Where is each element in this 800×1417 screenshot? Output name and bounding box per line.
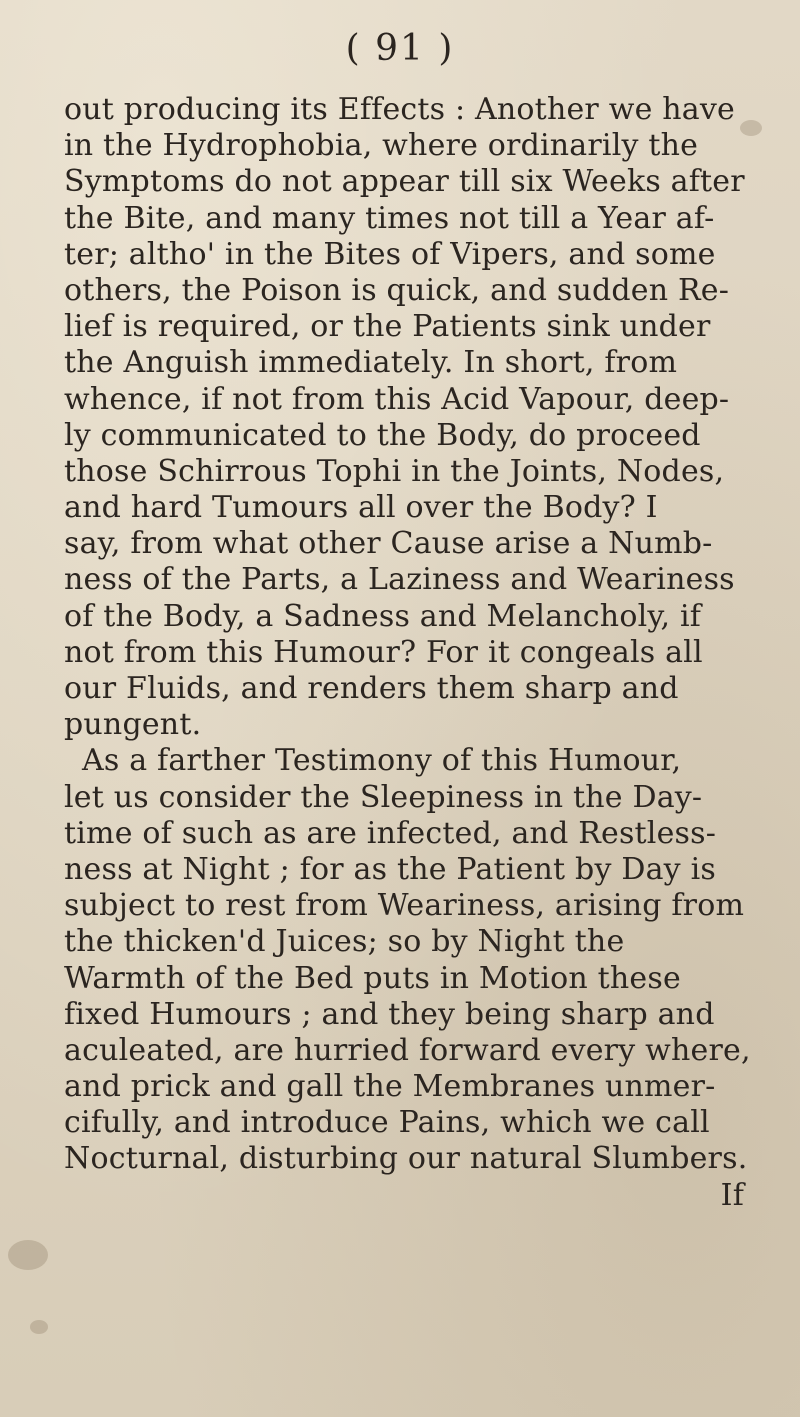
text-line: Symptoms do not appear till six Weeks after <box>64 164 745 200</box>
body-text <box>64 92 754 1214</box>
text-line: whence, if not from this Acid Vapour, deep- <box>64 381 730 417</box>
text-line: our Fluids, and renders them sharp and <box>64 671 679 706</box>
text-line: and hard Tumours all over the Body? I <box>64 490 658 526</box>
text-line: lief is required, or the Patients sink under <box>64 309 711 345</box>
text-line: let us consider the Sleepiness in the Day- <box>64 779 703 815</box>
text-line: others, the Poison is quick, and sudden Re- <box>64 272 730 308</box>
text-line: aculeated, are hurried forward every where, <box>64 1032 751 1068</box>
text-line: ly communicated to the Body, do proceed <box>64 417 701 453</box>
stain <box>8 1240 48 1270</box>
text-line: time of such as are infected, and Restless- <box>64 815 717 851</box>
text-line: in the Hydrophobia, where ordinarily the <box>64 128 699 164</box>
text-line: ness of the Parts, a Laziness and Weariness <box>64 562 735 598</box>
text-line: not from this Humour? For it congeals all <box>64 634 703 670</box>
text-line: those Schirrous Tophi in the Joints, Nodes, <box>64 453 725 489</box>
text-line: ter; altho' in the Bites of Vipers, and some <box>64 236 716 272</box>
text-line: pungent. <box>64 707 202 743</box>
text-line: cifully, and introduce Pains, which we call <box>64 1105 710 1141</box>
text-line: Nocturnal, disturbing our natural Slumbers. <box>64 1141 748 1177</box>
stain <box>30 1320 48 1334</box>
text-line: the Anguish immediately. In short, from <box>64 345 678 381</box>
page-number: ( 91 ) <box>345 28 455 69</box>
text-line: ness at Night ; for as the Patient by Day is <box>64 851 716 887</box>
text-line: out producing its Effects : Another we have <box>64 92 735 127</box>
text-line: Warmth of the Bed puts in Motion these <box>64 960 681 996</box>
text-line: the Bite, and many times not till a Year af- <box>64 200 715 236</box>
text-line: of the Body, a Sadness and Melancholy, if <box>64 598 702 634</box>
catchword: If <box>720 1177 744 1213</box>
text-line: and prick and gall the Membranes unmer- <box>64 1069 716 1105</box>
text-line: fixed Humours ; and they being sharp and <box>64 996 715 1032</box>
text-line: the thicken'd Juices; so by Night the <box>64 924 625 960</box>
text-line: subject to rest from Weariness, arising from <box>64 888 745 924</box>
text-line: say, from what other Cause arise a Numb- <box>64 526 713 562</box>
text-line: As a farther Testimony of this Humour, <box>82 743 682 779</box>
